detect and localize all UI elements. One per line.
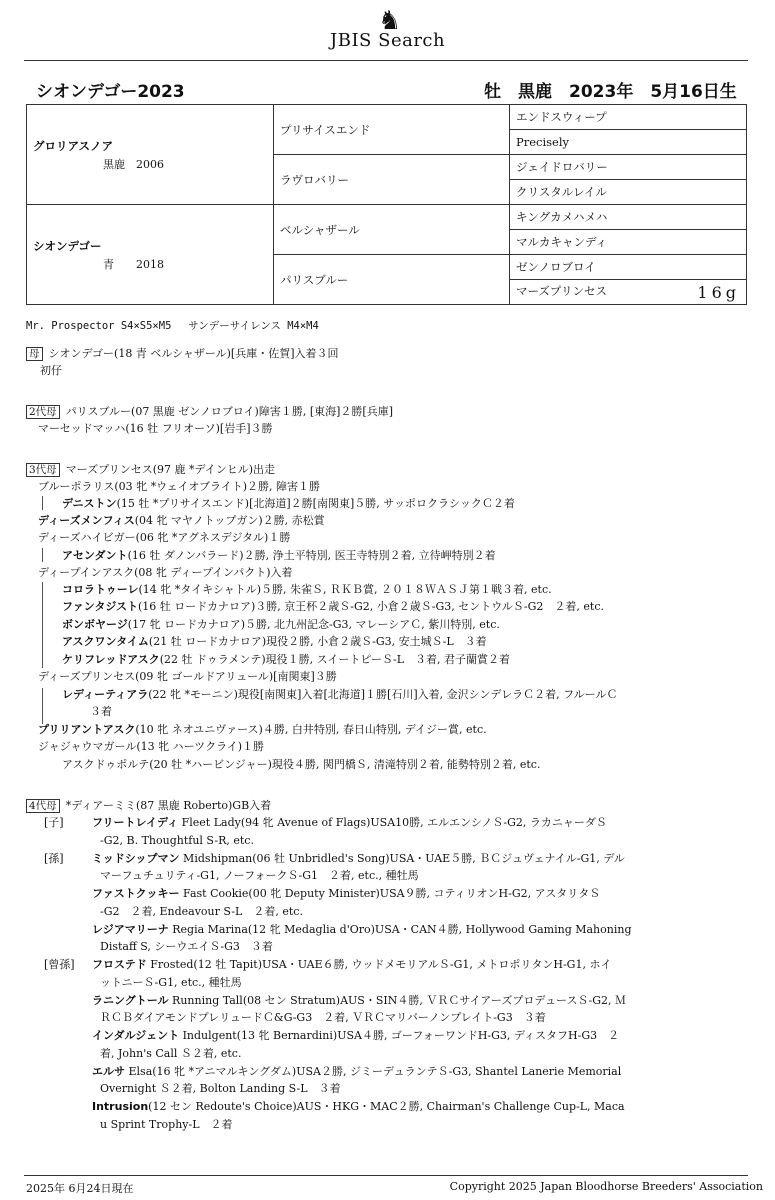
jbis-logo[interactable] — [326, 8, 466, 54]
pedigree-g3-1[interactable]: Precisely — [510, 130, 747, 155]
pedigree-g2-0[interactable]: プリサイスエンド — [274, 105, 510, 155]
list-item: レディーティアラ(22 牝 *モーニン)現役[南関東]入着[北海道]１勝[石川]入着, 金沢シンデレラＣ２着, フルールＣ — [62, 688, 618, 701]
list-item: レジアマリーナ Regia Marina(12 牝 Medaglia d'Oro)USA・CAN４勝, Hollywood Gaming Mahoning — [92, 923, 632, 936]
list-item: ミッドシップマン Midshipman(06 牡 Unbridled's Song)USA・UAE５勝, ＢＣジュヴェナイル-G1, デル — [92, 852, 625, 865]
list-item: アスクドゥポルテ(20 牡 *ハービンジャー)現役４勝, 関門橋Ｓ, 清滝特別２着, 能勢特別２着, etc. — [62, 758, 541, 771]
second-dam-tag: 2代母 — [26, 405, 60, 419]
second-dam-section — [26, 403, 393, 420]
dam-section — [26, 345, 339, 362]
list-item: ットニーＳ-G1, etc., 種牡馬 — [100, 976, 242, 989]
horse-profile: 牡 黒鹿 2023年 5月16日生 — [484, 82, 737, 102]
list-item: ファンタジスト(16 牡 ロードカナロア)３勝, 京王杯２歳Ｓ-G2, 小倉２歳Ｓ-G3, セントウルＳ-G2 ２着, etc. — [62, 600, 604, 613]
pedigree-g2-1[interactable]: ラヴロバリー — [274, 155, 510, 205]
list-item: プリリアントアスク(10 牝 ネオユニヴァース)４勝, 白井特別, 春日山特別, デイジー賞, etc. — [38, 723, 487, 736]
sire-info: 黒鹿 2006 — [103, 157, 164, 171]
list-item: -G2 ２着, Endeavour S-L ２着, etc. — [100, 905, 303, 918]
footer-date: 2025年 6月24日現在 — [26, 1182, 134, 1195]
footer-divider — [24, 1175, 748, 1176]
label-grandchild: [孫] — [44, 852, 64, 865]
third-dam-tag: 3代母 — [26, 463, 60, 477]
pedigree-g3-2[interactable]: ジェイドロバリー — [510, 155, 747, 180]
list-item: -G2, B. Thoughtful S-R, etc. — [100, 834, 254, 847]
third-dam-text: マーズプリンセス(97 鹿 *デインヒル)出走 — [65, 463, 275, 476]
label-child: [子] — [44, 816, 64, 829]
list-item: Distaff S, シーウエイＳ-G3 ３着 — [100, 940, 273, 953]
third-dam-section — [26, 461, 275, 478]
list-item: ラニングトール Running Tall(08 セン Stratum)AUS・SIN４勝, ＶＲＣサイアーズプロデュースＳ-G2, Ｍ — [92, 994, 626, 1007]
sire-name[interactable]: グロリアスノア — [33, 138, 114, 153]
list-item: アセンダント(16 牡 ダノンバラード)２勝, 浄土平特別, 医王寺特別２着, 立待岬特別２着 — [62, 549, 496, 562]
list-item: コロラトゥーレ(14 牝 *タイキシャトル)５勝, 朱雀Ｓ, ＲＫＢ賞, ２０１８ＷＡＳＪ第１戦３着, etc. — [62, 583, 552, 596]
fourth-dam-section — [26, 797, 271, 814]
list-item: ディーズプリンセス(09 牝 ゴールドアリュール)[南関東]３勝 — [38, 670, 337, 683]
pedigree-g3-7-cell — [510, 280, 747, 305]
list-item: Overnight Ｓ２着, Bolton Landing S-L ３着 — [100, 1082, 341, 1095]
fourth-dam-tag: 4代母 — [26, 799, 60, 813]
header-divider — [24, 60, 748, 61]
list-item: ディーズハイビガー(06 牝 *アグネスデジタル)１勝 — [38, 531, 291, 544]
list-item: ボンボヤージ(17 牝 ロードカナロア)５勝, 北九州記念-G3, マレーシアＣ, 紫川特別, etc. — [62, 618, 500, 631]
list-item: ケリフレッドアスク(22 牡 ドゥラメンテ)現役１勝, スイートピーＳ-L ３着, 君子蘭賞２着 — [62, 653, 511, 666]
list-item: ディーズメンフィス(04 牝 マヤノトップガン)２勝, 赤松賞 — [38, 514, 325, 527]
dam-section-text: シオンデゴー(18 青 ベルシャザール)[兵庫・佐賀]入着３回 — [48, 347, 339, 360]
list-item: ファストクッキー Fast Cookie(00 牝 Deputy Minister)USA９勝, コティリオンH-G2, アスタリタＳ — [92, 887, 601, 900]
pedigree-g3-4[interactable]: キングカメハメハ — [510, 205, 747, 230]
list-item: 着, John's Call Ｓ２着, etc. — [100, 1047, 242, 1060]
list-item: ＲＣＢダイアモンドプレリュードＣ&G-G3 ２着, ＶＲＣマリバーノンプレイト-G3 ３着 — [100, 1011, 546, 1024]
fourth-dam-text: *ディアーミミ(87 黒鹿 Roberto)GB入着 — [65, 799, 272, 812]
dam-section-line2: 初仔 — [40, 364, 62, 377]
sire-cell — [27, 105, 274, 205]
pedigree-g2-2[interactable]: ベルシャザール — [274, 205, 510, 255]
second-dam-text: パリスブルー(07 黒鹿 ゼンノロブロイ)障害１勝, [東海]２勝[兵庫] — [65, 405, 393, 418]
pedigree-g3-6[interactable]: ゼンノロブロイ — [510, 255, 747, 280]
horse-rider-icon: ♞ — [378, 6, 402, 36]
list-item: Intrusion(12 セン Redoute's Choice)AUS・HKG・MAC２勝, Chairman's Challenge Cup-L, Maca — [92, 1100, 625, 1113]
logo-text: JBIS Search — [330, 30, 446, 51]
list-item: ブルーポラリス(03 牝 *ウェイオブライト)２勝, 障害１勝 — [38, 480, 320, 493]
list-item: マーフュチュリティ-G1, ノーフォークＳ-G1 ２着, etc., 種牡馬 — [100, 869, 419, 882]
list-item: ジャジャウマガール(13 牝 ハーツクライ)１勝 — [38, 740, 265, 753]
dam-name[interactable]: シオンデゴー — [33, 238, 102, 253]
dam-cell — [27, 205, 274, 305]
inbreeding-line: Mr. Prospector S4×S5×M5 サンデーサイレンス M4×M4 — [26, 320, 319, 332]
footer-copyright: Copyright 2025 Japan Bloodhorse Breeders' Association — [449, 1180, 763, 1193]
list-item: ディープインアスク(08 牝 ディープインパクト)入着 — [38, 566, 293, 579]
list-item: エルサ Elsa(16 牝 *アニマルキングダム)USA２勝, ジミーデュランテＳ-G3, Shantel Lanerie Memorial — [92, 1065, 622, 1078]
tree-bar — [42, 496, 43, 510]
dam-tag: 母 — [26, 347, 43, 361]
pedigree-g3-5[interactable]: マルカキャンディ — [510, 230, 747, 255]
list-item: アスクワンタイム(21 牡 ロードカナロア)現役２勝, 小倉２歳Ｓ-G3, 安土城Ｓ-L ３着 — [62, 635, 487, 648]
second-dam-line2: マーセッドマッハ(16 牡 フリオーソ)[岩手]３勝 — [38, 422, 273, 435]
list-item: u Sprint Trophy-L ２着 — [100, 1118, 233, 1131]
tree-bar — [42, 688, 43, 724]
pedigree-g3-0[interactable]: エンドスウィープ — [510, 105, 747, 130]
pedigree-g2-3[interactable]: パリスブルー — [274, 255, 510, 305]
tree-bar — [42, 582, 43, 668]
list-item: デニストン(15 牡 *プリサイスエンド)[北海道]２勝[南関東]５勝, サッポロクラシックＣ２着 — [62, 497, 515, 510]
list-item: フリートレイディ Fleet Lady(94 牝 Avenue of Flags)USA10勝, エルエンシノＳ-G2, ラカニャーダＳ — [92, 816, 607, 829]
list-item: ３着 — [90, 705, 112, 718]
list-item: インダルジェント Indulgent(13 牝 Bernardini)USA４勝, ゴーフォーワンドH-G3, ディスタフH-G3 ２ — [92, 1029, 620, 1042]
pedigree-g3-3[interactable]: クリスタルレイル — [510, 180, 747, 205]
label-great-grandchild: [曾孫] — [44, 958, 75, 971]
weight-value: 16g — [697, 282, 740, 302]
pedigree-g3-7[interactable]: マーズプリンセス — [516, 283, 607, 298]
pedigree-table — [26, 104, 747, 305]
tree-bar — [42, 548, 43, 562]
list-item: フロステド Frosted(12 牡 Tapit)USA・UAE６勝, ウッドメモリアルＳ-G1, メトロポリタンH-G1, ホイ — [92, 958, 612, 971]
horse-name: シオンデゴー2023 — [36, 82, 185, 102]
dam-info: 青 2018 — [103, 257, 164, 271]
